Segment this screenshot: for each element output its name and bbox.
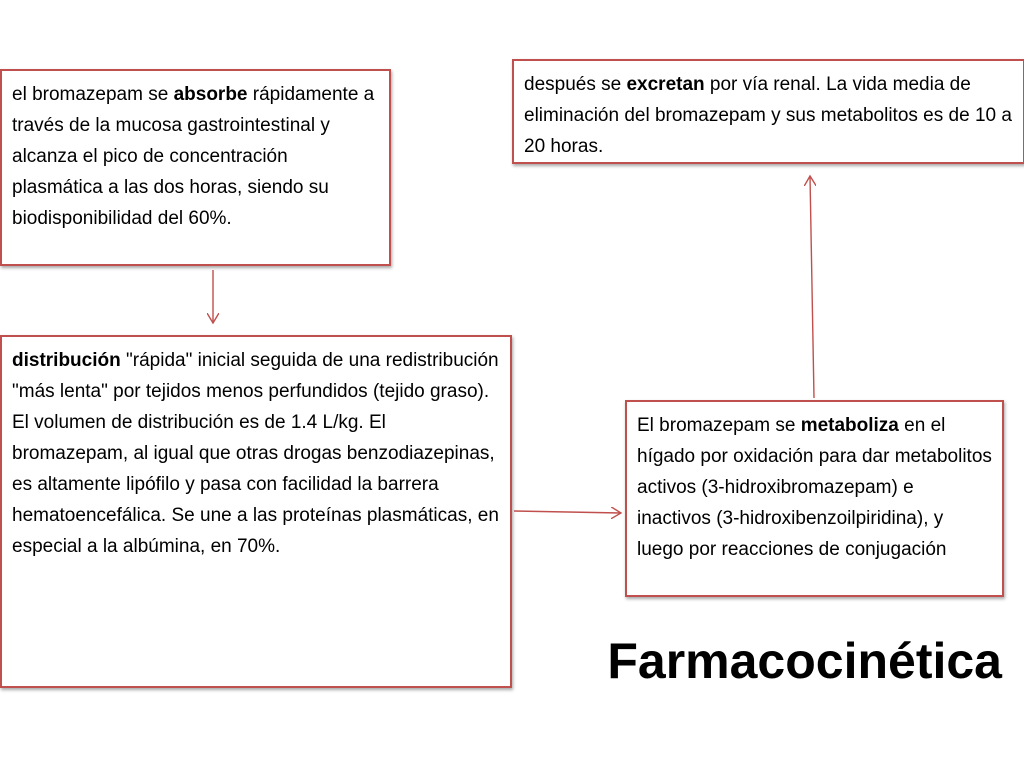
absorption-text-pre: el bromazepam se (12, 84, 174, 105)
excretion-text-post: por vía renal. La vida media de eliminación del bromazepam y sus metabolitos es de 10 a 20 horas. (524, 74, 1012, 157)
excretion-text-pre: después se (524, 74, 627, 95)
arrow-distribution-to-metabolism (514, 511, 621, 513)
absorption-keyword: absorbe (173, 84, 248, 105)
metabolism-text-post: en el hígado por oxidación para dar metabolitos activos (3-hidroxibromazepam) e inactivos (3-hidroxibenzoilpiridina), y luego por reacciones de conjugación (637, 415, 992, 560)
page-title: Farmacocinética (607, 633, 1002, 689)
distribution-keyword: distribución (12, 350, 121, 371)
metabolism-text-pre: El bromazepam se (637, 415, 801, 436)
absorption-text-post: rápidamente a través de la mucosa gastrointestinal y alcanza el pico de concentración plasmática a las dos horas, siendo su biodisponibilidad del 60%. (12, 84, 375, 229)
metabolism-keyword: metaboliza (800, 415, 899, 436)
excretion-keyword: excretan (626, 74, 705, 95)
arrow-metabolism-to-excretion (810, 176, 814, 398)
distribution-text-post: "rápida" inicial seguida de una redistribución "más lenta" por tejidos menos perfundidos (tejido graso). El volumen de distribución es de 1.4 L/kg. El bromazepam, al igual que otras drogas benzodiazepinas, es altamente lipófilo y pasa con facilidad la barrera hematoencefálica. Se une a las proteínas plasmáticas, en especial a la albúmina, en 70%. (12, 350, 499, 557)
